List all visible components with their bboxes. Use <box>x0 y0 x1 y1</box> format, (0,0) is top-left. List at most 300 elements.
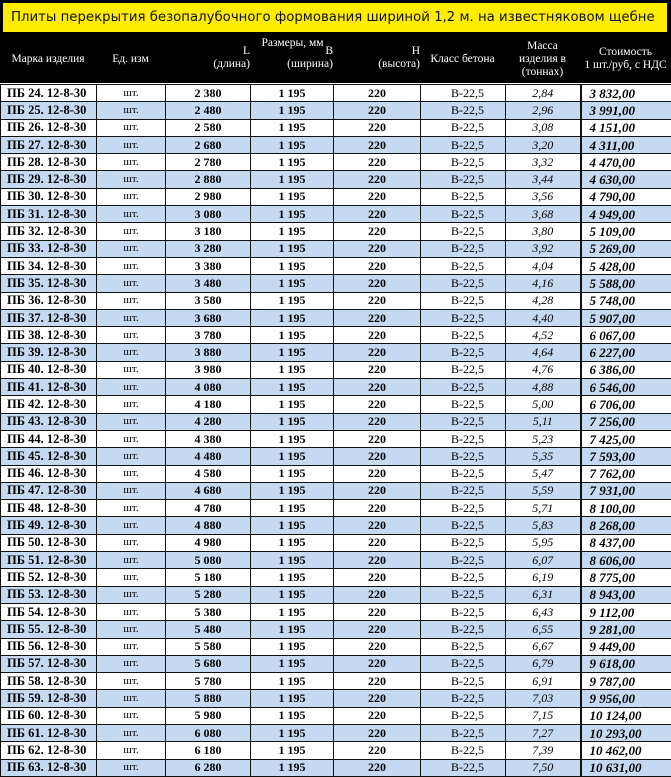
cell-unit: шт. <box>97 171 166 188</box>
cell-mass: 5,59 <box>506 482 581 499</box>
cell-concrete-class: В-22,5 <box>421 240 506 257</box>
table-body <box>1 85 671 777</box>
cell-mark: ПБ 48. 12-8-30 <box>1 500 97 517</box>
cell-height: 220 <box>334 690 421 707</box>
cell-width: 1 195 <box>251 707 334 724</box>
header-width-sub: (ширина) <box>287 58 333 71</box>
table-row <box>1 136 671 153</box>
table-row <box>1 154 671 171</box>
cell-height: 220 <box>334 188 421 205</box>
cell-mark: ПБ 47. 12-8-30 <box>1 482 97 499</box>
cell-height: 220 <box>334 413 421 430</box>
cell-price: 8 775,00 <box>581 569 671 586</box>
cell-mark: ПБ 35. 12-8-30 <box>1 275 97 292</box>
cell-mark: ПБ 57. 12-8-30 <box>1 655 97 672</box>
cell-length: 4 380 <box>166 430 251 447</box>
cell-height: 220 <box>334 223 421 240</box>
cell-unit: шт. <box>97 240 166 257</box>
cell-mass: 5,47 <box>506 465 581 482</box>
cell-concrete-class: В-22,5 <box>421 136 506 153</box>
table-row <box>1 482 671 499</box>
cell-width: 1 195 <box>251 517 334 534</box>
cell-price: 10 631,00 <box>581 759 671 776</box>
cell-mass: 5,23 <box>506 430 581 447</box>
cell-unit: шт. <box>97 327 166 344</box>
cell-width: 1 195 <box>251 465 334 482</box>
cell-price: 8 437,00 <box>581 534 671 551</box>
cell-mass: 6,91 <box>506 673 581 690</box>
cell-mark: ПБ 44. 12-8-30 <box>1 430 97 447</box>
cell-height: 220 <box>334 586 421 603</box>
cell-width: 1 195 <box>251 102 334 119</box>
cell-mass: 7,39 <box>506 742 581 759</box>
cell-price: 8 100,00 <box>581 500 671 517</box>
cell-concrete-class: В-22,5 <box>421 586 506 603</box>
cell-height: 220 <box>334 448 421 465</box>
cell-width: 1 195 <box>251 136 334 153</box>
cell-mark: ПБ 56. 12-8-30 <box>1 638 97 655</box>
cell-mark: ПБ 49. 12-8-30 <box>1 517 97 534</box>
cell-price: 9 449,00 <box>581 638 671 655</box>
cell-unit: шт. <box>97 673 166 690</box>
cell-height: 220 <box>334 517 421 534</box>
cell-unit: шт. <box>97 413 166 430</box>
cell-width: 1 195 <box>251 759 334 776</box>
cell-height: 220 <box>334 119 421 136</box>
cell-mark: ПБ 55. 12-8-30 <box>1 621 97 638</box>
cell-unit: шт. <box>97 206 166 223</box>
table-row <box>1 292 671 309</box>
cell-width: 1 195 <box>251 638 334 655</box>
cell-width: 1 195 <box>251 534 334 551</box>
cell-mark: ПБ 53. 12-8-30 <box>1 586 97 603</box>
cell-price: 6 067,00 <box>581 327 671 344</box>
cell-width: 1 195 <box>251 413 334 430</box>
cell-width: 1 195 <box>251 500 334 517</box>
table-row <box>1 171 671 188</box>
header-length <box>165 35 250 83</box>
cell-length: 4 780 <box>166 500 251 517</box>
cell-unit: шт. <box>97 742 166 759</box>
table-row <box>1 396 671 413</box>
cell-mark: ПБ 34. 12-8-30 <box>1 257 97 274</box>
cell-concrete-class: В-22,5 <box>421 292 506 309</box>
cell-concrete-class: В-22,5 <box>421 413 506 430</box>
cell-length: 6 280 <box>166 759 251 776</box>
cell-width: 1 195 <box>251 309 334 326</box>
cell-mass: 2,84 <box>506 85 581 102</box>
cell-height: 220 <box>334 569 421 586</box>
title-frame <box>0 0 671 35</box>
cell-unit: шт. <box>97 379 166 396</box>
cell-price: 7 593,00 <box>581 448 671 465</box>
cell-mass: 4,40 <box>506 309 581 326</box>
cell-price: 10 293,00 <box>581 724 671 741</box>
cell-width: 1 195 <box>251 448 334 465</box>
cell-price: 9 956,00 <box>581 690 671 707</box>
table-row <box>1 361 671 378</box>
cell-length: 3 280 <box>166 240 251 257</box>
cell-length: 4 480 <box>166 448 251 465</box>
cell-unit: шт. <box>97 275 166 292</box>
page-title: Плиты перекрытия безопалубочного формования шириной 1,2 м. на известняковом щебне <box>3 3 667 32</box>
cell-concrete-class: В-22,5 <box>421 552 506 569</box>
header-mass <box>505 35 580 83</box>
table-row <box>1 188 671 205</box>
cell-width: 1 195 <box>251 292 334 309</box>
header-height-sub: (высота) <box>378 58 420 71</box>
cell-concrete-class: В-22,5 <box>421 759 506 776</box>
cell-unit: шт. <box>97 534 166 551</box>
cell-width: 1 195 <box>251 327 334 344</box>
cell-concrete-class: В-22,5 <box>421 673 506 690</box>
cell-mark: ПБ 38. 12-8-30 <box>1 327 97 344</box>
table-row <box>1 534 671 551</box>
table-row <box>1 603 671 620</box>
table-row <box>1 344 671 361</box>
cell-mark: ПБ 37. 12-8-30 <box>1 309 97 326</box>
cell-length: 5 480 <box>166 621 251 638</box>
cell-price: 5 748,00 <box>581 292 671 309</box>
table-row <box>1 448 671 465</box>
cell-length: 4 680 <box>166 482 251 499</box>
cell-length: 3 080 <box>166 206 251 223</box>
cell-concrete-class: В-22,5 <box>421 482 506 499</box>
cell-price: 4 470,00 <box>581 154 671 171</box>
cell-mass: 3,68 <box>506 206 581 223</box>
cell-concrete-class: В-22,5 <box>421 396 506 413</box>
cell-height: 220 <box>334 759 421 776</box>
header-width <box>250 35 333 83</box>
table-row <box>1 119 671 136</box>
cell-unit: шт. <box>97 552 166 569</box>
cell-height: 220 <box>334 154 421 171</box>
cell-length: 3 580 <box>166 292 251 309</box>
cell-price: 4 311,00 <box>581 136 671 153</box>
cell-unit: шт. <box>97 136 166 153</box>
cell-unit: шт. <box>97 500 166 517</box>
table-row <box>1 621 671 638</box>
cell-mass: 4,28 <box>506 292 581 309</box>
cell-height: 220 <box>334 655 421 672</box>
cell-mark: ПБ 62. 12-8-30 <box>1 742 97 759</box>
table-row <box>1 240 671 257</box>
cell-unit: шт. <box>97 655 166 672</box>
cell-length: 5 980 <box>166 707 251 724</box>
cell-mass: 5,71 <box>506 500 581 517</box>
cell-mass: 6,19 <box>506 569 581 586</box>
table-row <box>1 206 671 223</box>
header-mass-l2: изделия в <box>519 53 566 66</box>
cell-width: 1 195 <box>251 430 334 447</box>
cell-concrete-class: В-22,5 <box>421 206 506 223</box>
cell-mark: ПБ 25. 12-8-30 <box>1 102 97 119</box>
cell-unit: шт. <box>97 292 166 309</box>
cell-price: 9 112,00 <box>581 603 671 620</box>
cell-price: 4 151,00 <box>581 119 671 136</box>
cell-width: 1 195 <box>251 724 334 741</box>
cell-height: 220 <box>334 292 421 309</box>
cell-mass: 3,92 <box>506 240 581 257</box>
cell-length: 4 080 <box>166 379 251 396</box>
cell-length: 5 880 <box>166 690 251 707</box>
header-dims-group: Размеры, мм <box>165 37 420 49</box>
table-row <box>1 379 671 396</box>
cell-length: 3 380 <box>166 257 251 274</box>
cell-width: 1 195 <box>251 240 334 257</box>
header-length-sub: (длина) <box>213 58 250 71</box>
cell-length: 4 880 <box>166 517 251 534</box>
cell-mass: 7,03 <box>506 690 581 707</box>
table-row <box>1 413 671 430</box>
cell-concrete-class: В-22,5 <box>421 448 506 465</box>
cell-mark: ПБ 30. 12-8-30 <box>1 188 97 205</box>
cell-length: 5 580 <box>166 638 251 655</box>
cell-price: 5 907,00 <box>581 309 671 326</box>
cell-concrete-class: В-22,5 <box>421 171 506 188</box>
cell-height: 220 <box>334 603 421 620</box>
cell-unit: шт. <box>97 638 166 655</box>
cell-price: 10 124,00 <box>581 707 671 724</box>
cell-mass: 5,00 <box>506 396 581 413</box>
table-row <box>1 724 671 741</box>
cell-height: 220 <box>334 257 421 274</box>
cell-height: 220 <box>334 240 421 257</box>
cell-price: 4 630,00 <box>581 171 671 188</box>
cell-width: 1 195 <box>251 742 334 759</box>
cell-length: 3 780 <box>166 327 251 344</box>
table-row <box>1 257 671 274</box>
cell-price: 5 109,00 <box>581 223 671 240</box>
cell-length: 3 180 <box>166 223 251 240</box>
cell-height: 220 <box>334 85 421 102</box>
cell-width: 1 195 <box>251 586 334 603</box>
cell-concrete-class: В-22,5 <box>421 309 506 326</box>
cell-width: 1 195 <box>251 482 334 499</box>
cell-concrete-class: В-22,5 <box>421 430 506 447</box>
cell-concrete-class: В-22,5 <box>421 500 506 517</box>
cell-length: 3 680 <box>166 309 251 326</box>
header-height-letter: H <box>412 45 420 58</box>
cell-mass: 6,31 <box>506 586 581 603</box>
cell-mass: 3,32 <box>506 154 581 171</box>
cell-price: 3 991,00 <box>581 102 671 119</box>
header-price-l1: Стоимость <box>599 46 652 59</box>
cell-concrete-class: В-22,5 <box>421 223 506 240</box>
cell-concrete-class: В-22,5 <box>421 102 506 119</box>
cell-mass: 6,67 <box>506 638 581 655</box>
table-row <box>1 327 671 344</box>
cell-width: 1 195 <box>251 569 334 586</box>
cell-unit: шт. <box>97 621 166 638</box>
cell-mass: 4,16 <box>506 275 581 292</box>
table-row <box>1 673 671 690</box>
header-length-letter: L <box>243 45 250 58</box>
cell-length: 2 380 <box>166 85 251 102</box>
cell-mass: 4,52 <box>506 327 581 344</box>
cell-unit: шт. <box>97 690 166 707</box>
cell-height: 220 <box>334 171 421 188</box>
cell-concrete-class: В-22,5 <box>421 344 506 361</box>
cell-mark: ПБ 50. 12-8-30 <box>1 534 97 551</box>
cell-mass: 5,11 <box>506 413 581 430</box>
cell-height: 220 <box>334 724 421 741</box>
cell-height: 220 <box>334 534 421 551</box>
cell-width: 1 195 <box>251 154 334 171</box>
cell-unit: шт. <box>97 586 166 603</box>
cell-concrete-class: В-22,5 <box>421 742 506 759</box>
cell-width: 1 195 <box>251 379 334 396</box>
cell-mass: 5,95 <box>506 534 581 551</box>
cell-mark: ПБ 54. 12-8-30 <box>1 603 97 620</box>
cell-mark: ПБ 27. 12-8-30 <box>1 136 97 153</box>
header-price <box>580 35 671 83</box>
cell-mark: ПБ 45. 12-8-30 <box>1 448 97 465</box>
cell-mass: 7,27 <box>506 724 581 741</box>
table-row <box>1 655 671 672</box>
cell-unit: шт. <box>97 257 166 274</box>
cell-unit: шт. <box>97 119 166 136</box>
header-mass-l1: Масса <box>527 40 558 53</box>
table-row <box>1 707 671 724</box>
cell-mark: ПБ 39. 12-8-30 <box>1 344 97 361</box>
cell-length: 6 180 <box>166 742 251 759</box>
cell-price: 7 931,00 <box>581 482 671 499</box>
table-row <box>1 275 671 292</box>
cell-mark: ПБ 31. 12-8-30 <box>1 206 97 223</box>
cell-mark: ПБ 61. 12-8-30 <box>1 724 97 741</box>
cell-mass: 3,80 <box>506 223 581 240</box>
cell-mark: ПБ 32. 12-8-30 <box>1 223 97 240</box>
cell-price: 8 268,00 <box>581 517 671 534</box>
cell-height: 220 <box>334 206 421 223</box>
cell-height: 220 <box>334 742 421 759</box>
cell-mark: ПБ 24. 12-8-30 <box>1 85 97 102</box>
cell-width: 1 195 <box>251 85 334 102</box>
cell-price: 9 787,00 <box>581 673 671 690</box>
cell-width: 1 195 <box>251 603 334 620</box>
cell-mass: 3,08 <box>506 119 581 136</box>
cell-unit: шт. <box>97 309 166 326</box>
cell-concrete-class: В-22,5 <box>421 379 506 396</box>
table-header <box>0 35 671 83</box>
cell-price: 9 281,00 <box>581 621 671 638</box>
cell-length: 4 580 <box>166 465 251 482</box>
header-mass-l3: (тоннах) <box>522 66 563 79</box>
cell-mark: ПБ 60. 12-8-30 <box>1 707 97 724</box>
cell-mass: 5,35 <box>506 448 581 465</box>
cell-mass: 4,04 <box>506 257 581 274</box>
cell-price: 10 462,00 <box>581 742 671 759</box>
cell-price: 6 546,00 <box>581 379 671 396</box>
table-row <box>1 759 671 776</box>
price-table <box>0 84 671 777</box>
cell-length: 5 180 <box>166 569 251 586</box>
cell-length: 3 980 <box>166 361 251 378</box>
cell-length: 5 780 <box>166 673 251 690</box>
cell-height: 220 <box>334 396 421 413</box>
cell-width: 1 195 <box>251 171 334 188</box>
cell-width: 1 195 <box>251 344 334 361</box>
cell-concrete-class: В-22,5 <box>421 603 506 620</box>
cell-length: 4 980 <box>166 534 251 551</box>
cell-mark: ПБ 51. 12-8-30 <box>1 552 97 569</box>
cell-mass: 6,55 <box>506 621 581 638</box>
cell-concrete-class: В-22,5 <box>421 85 506 102</box>
cell-length: 2 980 <box>166 188 251 205</box>
cell-concrete-class: В-22,5 <box>421 638 506 655</box>
cell-concrete-class: В-22,5 <box>421 707 506 724</box>
cell-concrete-class: В-22,5 <box>421 361 506 378</box>
cell-height: 220 <box>334 361 421 378</box>
cell-unit: шт. <box>97 569 166 586</box>
cell-concrete-class: В-22,5 <box>421 327 506 344</box>
cell-concrete-class: В-22,5 <box>421 569 506 586</box>
table-row <box>1 430 671 447</box>
cell-height: 220 <box>334 430 421 447</box>
cell-length: 6 080 <box>166 724 251 741</box>
cell-width: 1 195 <box>251 257 334 274</box>
cell-width: 1 195 <box>251 690 334 707</box>
cell-unit: шт. <box>97 188 166 205</box>
cell-concrete-class: В-22,5 <box>421 517 506 534</box>
header-unit: Ед. изм <box>96 35 165 83</box>
cell-price: 7 425,00 <box>581 430 671 447</box>
cell-length: 2 880 <box>166 171 251 188</box>
table-row <box>1 552 671 569</box>
table-row <box>1 85 671 102</box>
table-row <box>1 309 671 326</box>
cell-unit: шт. <box>97 603 166 620</box>
cell-mass: 5,83 <box>506 517 581 534</box>
cell-mass: 2,96 <box>506 102 581 119</box>
cell-mass: 6,79 <box>506 655 581 672</box>
table-row <box>1 690 671 707</box>
cell-unit: шт. <box>97 85 166 102</box>
cell-mark: ПБ 33. 12-8-30 <box>1 240 97 257</box>
cell-length: 2 480 <box>166 102 251 119</box>
cell-length: 5 280 <box>166 586 251 603</box>
cell-concrete-class: В-22,5 <box>421 257 506 274</box>
cell-length: 3 880 <box>166 344 251 361</box>
table-row <box>1 569 671 586</box>
cell-mark: ПБ 63. 12-8-30 <box>1 759 97 776</box>
cell-mark: ПБ 41. 12-8-30 <box>1 379 97 396</box>
cell-height: 220 <box>334 552 421 569</box>
cell-unit: шт. <box>97 465 166 482</box>
cell-mass: 6,07 <box>506 552 581 569</box>
table-row <box>1 102 671 119</box>
cell-height: 220 <box>334 102 421 119</box>
cell-mass: 3,56 <box>506 188 581 205</box>
cell-unit: шт. <box>97 154 166 171</box>
cell-mass: 4,88 <box>506 379 581 396</box>
cell-price: 6 227,00 <box>581 344 671 361</box>
cell-mark: ПБ 46. 12-8-30 <box>1 465 97 482</box>
cell-concrete-class: В-22,5 <box>421 724 506 741</box>
cell-width: 1 195 <box>251 673 334 690</box>
cell-length: 5 680 <box>166 655 251 672</box>
cell-mark: ПБ 58. 12-8-30 <box>1 673 97 690</box>
table-row <box>1 742 671 759</box>
cell-width: 1 195 <box>251 621 334 638</box>
table-row <box>1 638 671 655</box>
cell-width: 1 195 <box>251 552 334 569</box>
cell-length: 4 280 <box>166 413 251 430</box>
cell-mass: 3,44 <box>506 171 581 188</box>
cell-width: 1 195 <box>251 655 334 672</box>
cell-height: 220 <box>334 621 421 638</box>
